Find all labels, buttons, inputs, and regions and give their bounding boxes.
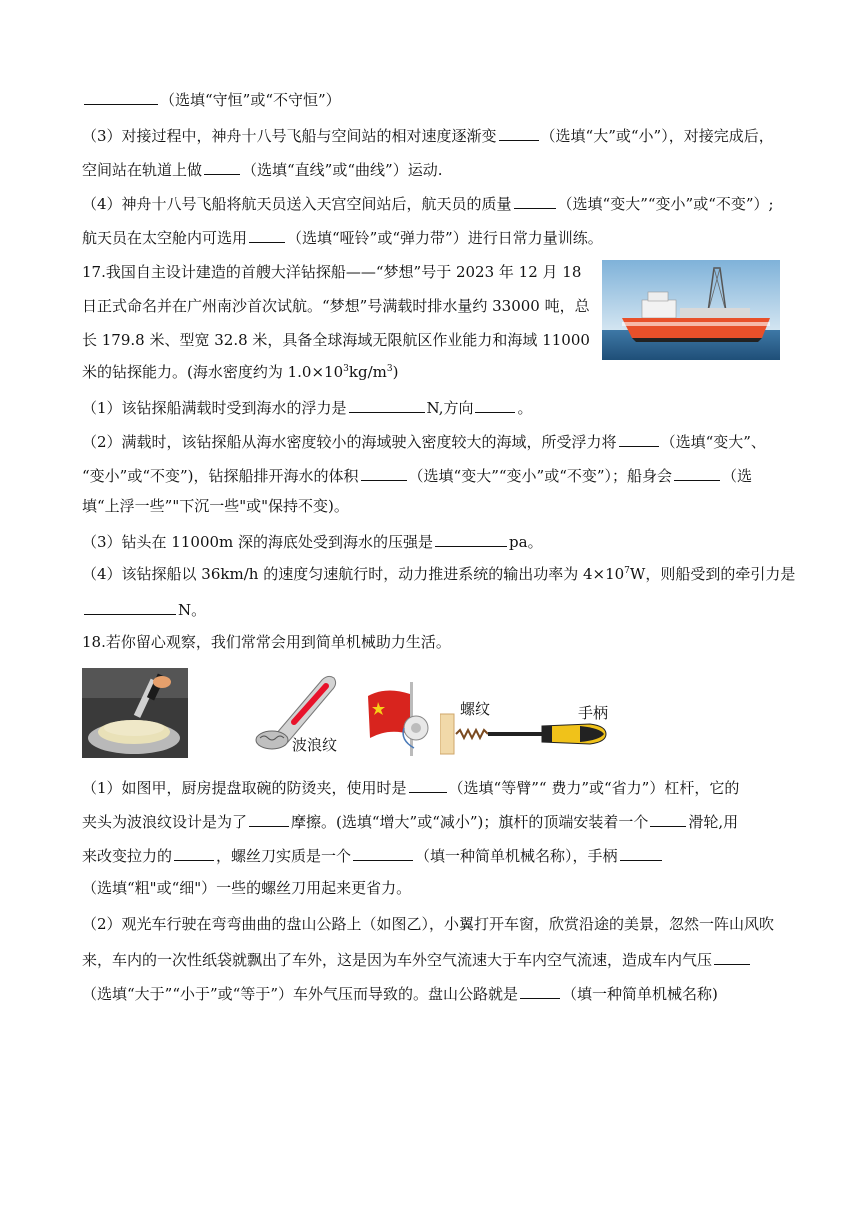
answer-blank[interactable] — [620, 844, 662, 861]
flag-pulley-icon — [364, 682, 434, 756]
handle-label: 手柄 — [578, 704, 609, 722]
question-17-line-2: 日正式命名并在广州南沙首次试航。“梦想”号满载时排水量约 33000 吨，总 — [82, 297, 590, 315]
answer-blank[interactable] — [204, 158, 240, 175]
line-3: 空间站在轨道上做 （选填“直线”或“曲线”）运动. — [82, 158, 442, 180]
q17-part-2-line-1: （2）满载时，该钻探船从海水密度较小的海域驶入密度较大的海域，所受浮力将 （选填“变大”、 — [82, 430, 766, 452]
answer-blank[interactable] — [674, 464, 720, 481]
answer-blank[interactable] — [435, 530, 507, 547]
q18-part-2-line-2: 来，车内的一次性纸袋就飘出了车外，这是因为车外空气流速大于车内空气流速，造成车内气压 — [82, 948, 752, 970]
q17-part-4-line-2: N。 — [82, 598, 206, 620]
q18-part-1-line-2: 夹头为波浪纹设计是为了 摩擦。(选填“增大”或“减小”)；旗杆的顶端安装着一个 滑轮,用 — [82, 810, 738, 832]
answer-blank[interactable] — [84, 598, 176, 615]
question-17-line-1: 17.我国自主设计建造的首艘大洋钻探船——“梦想”号于 2023 年 12 月 18 — [82, 263, 582, 281]
line-5: 航天员在太空舱内可选用 （选填“哑铃”或“弹力带”）进行日常力量训练。 — [82, 226, 603, 248]
answer-blank[interactable] — [349, 396, 425, 413]
q17-part-4: （4）该钻探船以 36km/h 的速度匀速航行时，动力推进系统的输出功率为 $4\times 10^7W$，则船受到的牵引力是 — [82, 565, 796, 583]
q17-part-2-line-3: 填“上浮一些”"下沉一些"或"保持不变)。 — [82, 497, 349, 515]
q18-part-1-line-3: 来改变拉力的 ，螺丝刀实质是一个 （填一种简单机械名称），手柄 — [82, 844, 664, 866]
q18-part-1-line-1: （1）如图甲，厨房提盘取碗的防烫夹，使用时是 （选填“等臂”“ 费力”或“省力”）杠杆，它的 — [82, 776, 739, 798]
answer-blank[interactable] — [650, 810, 686, 827]
q18-part-2-line-3: （选填“大于”“小于”或“等于”）车外气压而导致的。盘山公路就是 （填一种简单机械名称) — [82, 982, 718, 1004]
line-1: （选填“守恒”或“不守恒”） — [82, 88, 341, 110]
clip-tool-figure — [236, 664, 344, 760]
question-18-title: 18.若你留心观察，我们常常会用到简单机械助力生活。 — [82, 633, 451, 651]
anti-scald-clip-photo — [82, 668, 188, 758]
answer-blank[interactable] — [84, 88, 158, 105]
answer-blank[interactable] — [409, 776, 447, 793]
q18-part-1-line-4: （选填“粗"或“细"）一些的螺丝刀用起来更省力。 — [82, 879, 412, 897]
line-2: （3）对接过程中，神舟十八号飞船与空间站的相对速度逐渐变 （选填“大”或“小”），对接完成后， — [82, 124, 774, 146]
answer-blank[interactable] — [714, 948, 750, 965]
question-17-line-4: 米的钻探能力。(海水密度约为 $1.0\times 10^3kg/m^3$) — [82, 363, 399, 381]
q17-part-1: （1）该钻探船满载时受到海水的浮力是 N,方向 。 — [82, 396, 533, 418]
line-4: （4）神舟十八号飞船将航天员送入天宫空间站后，航天员的质量 （选填“变大”“变小”或“不变”）; — [82, 192, 774, 214]
answer-blank[interactable] — [249, 810, 289, 827]
question-17-line-3: 长 179.8 米、型宽 32.8 米，具备全球海域无限航区作业能力和海域 11000 — [82, 331, 590, 349]
flag-pulley-figure — [364, 682, 434, 756]
answer-blank[interactable] — [249, 226, 285, 243]
answer-blank[interactable] — [353, 844, 413, 861]
thread-label: 螺纹 — [460, 700, 491, 718]
q17-part-3: （3）钻头在 11000m 深的海底处受到海水的压强是 pa。 — [82, 530, 543, 552]
answer-blank[interactable] — [499, 124, 539, 141]
answer-blank[interactable] — [520, 982, 560, 999]
answer-blank[interactable] — [475, 396, 515, 413]
ship-icon — [602, 260, 780, 360]
q17-part-2-line-2: “变小”或“不变”)，钻探船排开海水的体积 （选填“变大”“变小”或“不变”）；船身会 （选 — [82, 464, 752, 486]
answer-blank[interactable] — [174, 844, 214, 861]
wave-pattern-label: 波浪纹 — [292, 736, 338, 754]
clip-in-pot-icon — [82, 668, 188, 758]
answer-blank[interactable] — [361, 464, 407, 481]
answer-blank[interactable] — [514, 192, 556, 209]
ship-photo — [602, 260, 780, 360]
q18-part-2-line-1: （2）观光车行驶在弯弯曲曲的盘山公路上（如图乙），小翼打开车窗，欣赏沿途的美景，忽然一阵山风吹 — [82, 915, 775, 933]
answer-blank[interactable] — [619, 430, 659, 447]
